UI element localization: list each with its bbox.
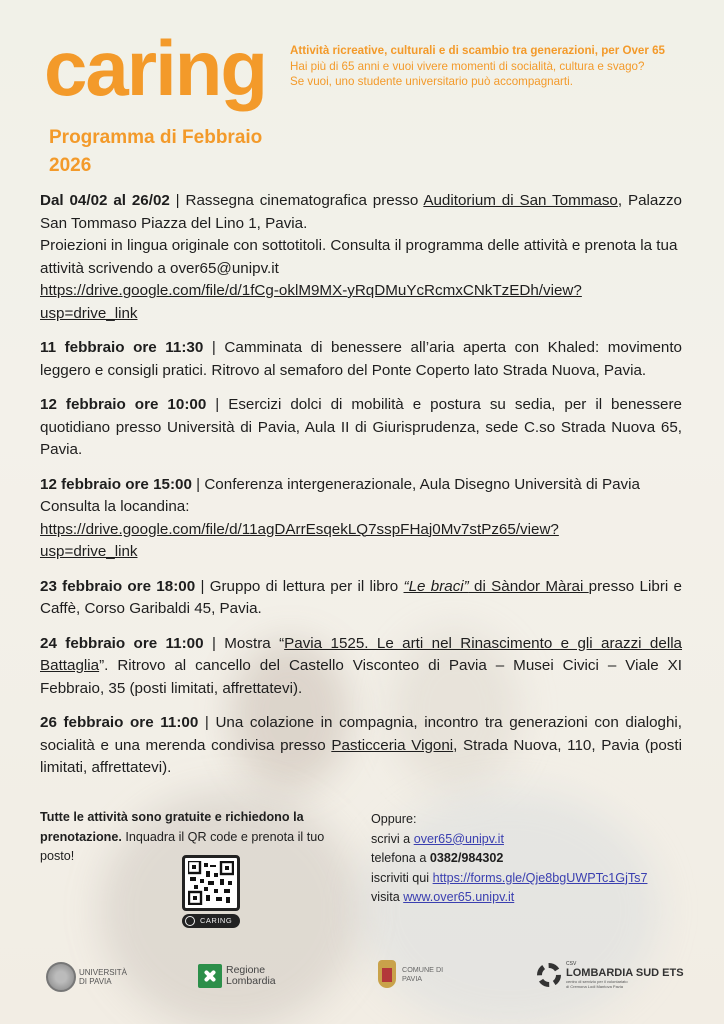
qr-code-image: [182, 855, 240, 911]
event-date: 12 febbraio ore 15:00: [40, 475, 192, 493]
contact-info: Oppure: scrivi a over65@unipv.it telefona a 0382/984302 iscriviti qui https://forms.gle/Qje8bgUWPTc1GjTs7 visita www.over65.unipv.it: [371, 812, 648, 905]
event-date: 11 febbraio ore 11:30: [40, 339, 204, 356]
header: [44, 24, 704, 112]
website-link[interactable]: www.over65.unipv.it: [403, 890, 515, 905]
event-description: Conferenza intergenerazionale, Aula Disegno Università di Pavia: [204, 475, 640, 493]
tagline: [290, 43, 665, 90]
booking-info: Tutte le attività sono gratuite e richiedono la prenotazione. Inquadra il QR code e prenota il tuo posto!: [40, 810, 325, 863]
program-title-line-1: Programma di Febbraio: [49, 127, 263, 148]
qr-scan-icon: [185, 916, 195, 926]
locandina-drive-link[interactable]: https://drive.google.com/file/d/11agDArrEsqekLQ7sspFHaj0Mv7stPz65/view? usp=drive_link: [40, 520, 559, 560]
csv-gear-icon: [537, 963, 561, 987]
csv-lombardia-sud-logo: CSV LOMBARDIA SUD ETS centro di servizio per il volontariato di Cremona Lodi Mantova Pavia: [537, 961, 684, 989]
university-seal-icon: [46, 962, 76, 992]
program-title: [49, 124, 349, 180]
event-description: Proiezioni in lingua originale con sottotitoli. Consulta il programma delle attività e prenota la tua attività scrivendo a over65@unipv.it: [40, 237, 678, 277]
exhibition-link[interactable]: Pavia 1525. Le arti nel Rinascimento e gli arazzi della Battaglia: [40, 634, 683, 674]
event-date: 23 febbraio ore 18:00: [40, 577, 196, 595]
event-item: 11 febbraio ore 11:30 | Camminata di benessere all’aria aperta con Khaled: movimento leggero e consigli pratici. Ritrovo al semaforo del Ponte Coperto lato Strada Nuova, Pavia.: [40, 339, 683, 379]
auditorium-link[interactable]: Auditorium di San Tommaso: [423, 192, 618, 209]
program-drive-link[interactable]: https://drive.google.com/file/d/1fCg-oklM9MX-yRqDMuYcRcmxCNkTzEDh/view? usp=drive_link: [40, 282, 582, 322]
event-item: 24 febbraio ore 11:00 | Mostra “Pavia 1525. Le arti nel Rinascimento e gli arazzi della Battaglia”. Ritrovo al cancello del Castello Visconteo di Pavia – Musei Civici – Viale XI Febbraio, 35 (posti limitati, affrettatevi).: [40, 634, 683, 697]
event-item: 12 febbraio ore 15:00 | Conferenza intergenerazionale, Aula Disegno Università di Pavia Consulta la locandina: https://drive.google.com/file/d/11agDArrEsqekLQ7sspFHaj0Mv7stPz65/view? usp=drive_link: [40, 474, 682, 564]
partner-logos: [0, 958, 724, 998]
book-link[interactable]: “Le braci” di Sàndor Màrai: [403, 577, 589, 595]
phone-number: 0382/984302: [429, 851, 504, 866]
tagline-line-3: Se vuoi, uno studente universitario può accompagnarti.: [290, 75, 573, 88]
tagline-line-1: Attività ricreative, culturali e di scambio tra generazioni, per Over 65: [290, 44, 666, 57]
pasticceria-link[interactable]: Pasticceria Vigoni: [331, 736, 454, 754]
event-item: 26 febbraio ore 11:00 | Una colazione in compagnia, incontro tra generazioni con dialoghi, socialità e una merenda condivisa presso Pasticceria Vigoni, Strada Nuova, 110, Pavia (posti limitati, affrettatevi).: [40, 714, 683, 776]
regione-lombardia-logo: Regione Lombardia: [198, 964, 276, 988]
city-crest-icon: [378, 960, 396, 988]
event-description: Camminata di benessere all’aria aperta con Khaled: movimento leggero e consigli pratici. Ritrovo al semaforo del Ponte Coperto lato Strada Nuova, Pavia.: [40, 339, 683, 379]
event-item: Dal 04/02 al 26/02 | Rassegna cinematografica presso Auditorium di San Tommaso, Palazzo San Tommaso Piazza del Lino 1, Pavia. Proiezioni in lingua originale con sottotitoli. Consulta il programma delle attività e prenota la tua attività scrivendo a over65@unipv.it https://drive.google.com/file/d/1fCg-oklM9MX-yRqDMuYcRcmxCNkTzEDh/view? usp=drive_link: [40, 190, 682, 325]
unipv-logo: UNIVERSITÀ DI PAVIA: [46, 962, 127, 992]
event-date: Dal 04/02 al 26/02: [40, 192, 170, 209]
event-item: 23 febbraio ore 18:00 | Gruppo di lettura per il libro “Le braci” di Sàndor Màrai presso Libri e Caffè, Corso Garibaldi 45, Pavia.: [40, 577, 682, 617]
event-date: 26 febbraio ore 11:00: [40, 714, 199, 731]
qr-pattern-icon: [188, 861, 234, 905]
event-date: 12 febbraio ore 10:00: [40, 396, 207, 413]
caring-logo: caring: [44, 24, 267, 112]
event-description: Esercizi dolci di mobilità e postura su sedia, per il benessere quotidiano presso Università di Pavia, Aula II di Giurisprudenza, sede C.so Strada Nuova 65, Pavia.: [40, 396, 682, 458]
comune-pavia-logo: COMUNE DI PAVIA: [378, 960, 443, 988]
program-title-line-2: 2026: [49, 155, 92, 176]
events-list: [40, 190, 682, 792]
tagline-line-2: Hai più di 65 anni e vuoi vivere momenti di socialità, cultura e svago?: [290, 59, 645, 73]
qr-label: CARING: [182, 914, 240, 928]
qr-code[interactable]: [182, 855, 240, 931]
event-date: 24 febbraio ore 11:00: [40, 634, 204, 652]
email-link[interactable]: over65@unipv.it: [413, 831, 504, 846]
event-item: 12 febbraio ore 10:00 | Esercizi dolci di mobilità e postura su sedia, per il benessere quotidiano presso Università di Pavia, Aula II di Giurisprudenza, sede C.so Strada Nuova 65, Pavia.: [40, 396, 682, 458]
signup-form-link[interactable]: https://forms.gle/Qje8bgUWPTc1GjTs7: [432, 870, 648, 885]
regione-lombardia-icon: [198, 964, 222, 988]
